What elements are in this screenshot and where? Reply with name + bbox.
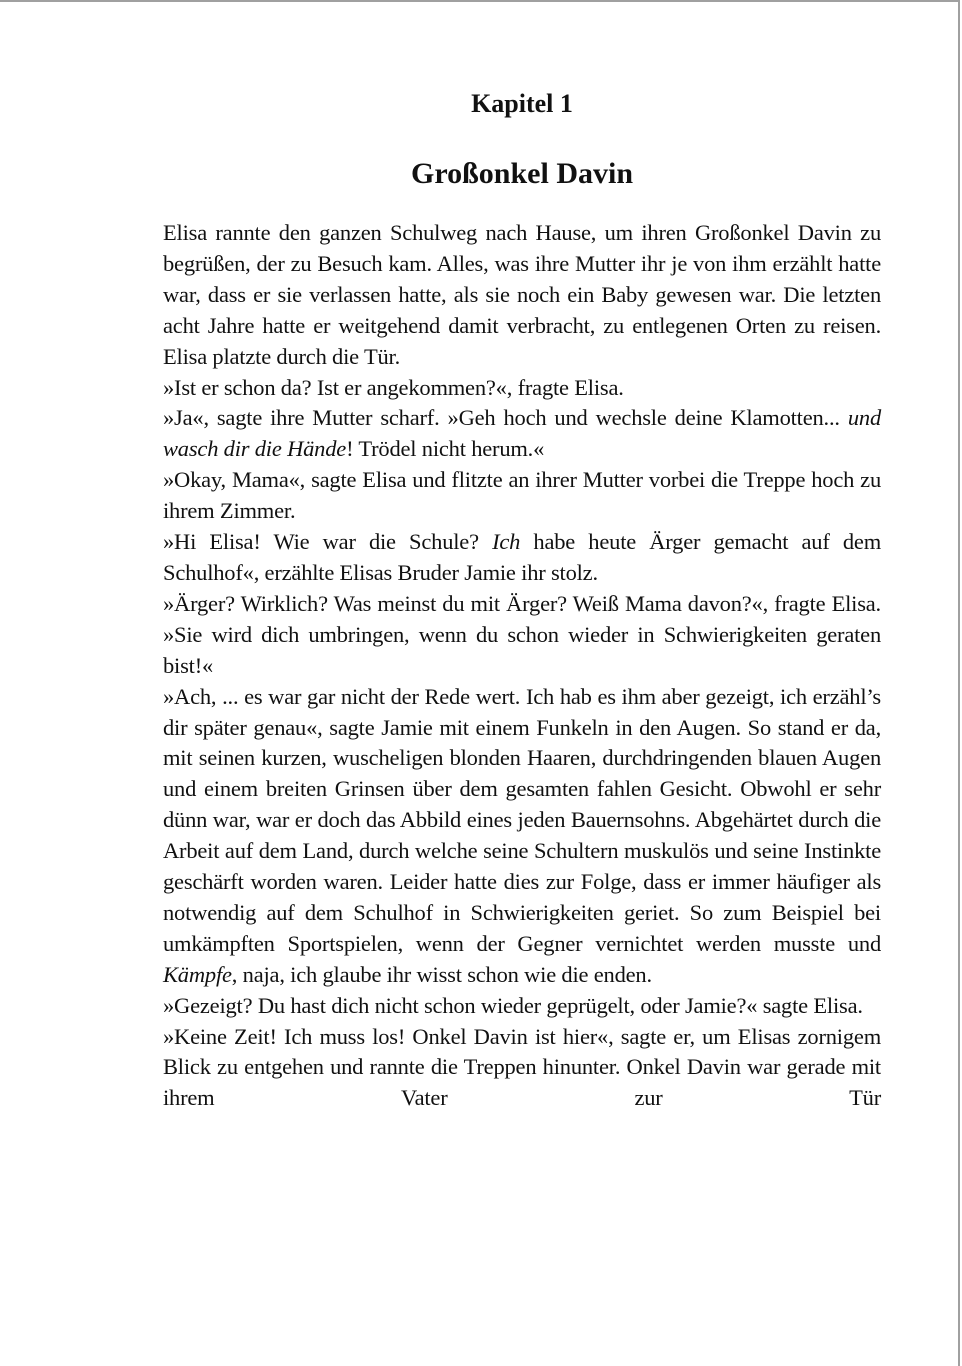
text-span: »Hi Elisa! Wie war die Schule? [163, 529, 493, 555]
text-span: »Keine Zeit! Ich muss los! Onkel Davin ist hier«, sagte er, um Elisas zornigem Blick zu entgehen und rannte die Treppen hinunter. Onkel Davin war gerade mit ihrem Vater zur Tür [163, 1023, 881, 1111]
chapter-body [163, 218, 881, 1114]
text-span: »Ja«, sagte ihre Mutter scharf. »Geh hoch und wechsle deine Klamotten... [163, 405, 848, 431]
paragraph [163, 465, 881, 527]
paragraph [163, 218, 881, 373]
text-span: »Ach, ... es war gar nicht der Rede wert. Ich hab es ihm aber gezeigt, ich erzähl’s dir später genau«, sagte Jamie mit einem Funkeln in den Augen. So stand er da, mit seinen kurzen, wuscheligen blonden Haaren, durchdringenden blauen Augen und einem breiten Grinsen über dem gesamten fahlen Gesicht. Obwohl er sehr dünn war, war er doch das Abbild eines jeden Bauernsohns. Abgehärtet durch die Arbeit auf dem Land, durch welche seine Schultern muskulös und seine Instinkte geschärft worden waren. Leider hatte dies zur Folge, dass er immer häufiger als notwendig auf dem Schulhof in Schwierigkeiten geriet. So zum Beispiel bei umkämpften Sportspielen, wenn der Gegner vernichtet werden musste und [163, 683, 881, 956]
text-span: »Okay, Mama«, sagte Elisa und flitzte an ihrer Mutter vorbei die Treppe hoch zu ihrem Zimmer. [163, 467, 881, 524]
paragraph [163, 589, 881, 682]
paragraph [163, 403, 881, 465]
paragraph [163, 682, 881, 991]
text-span: ! Trödel nicht herum.« [346, 436, 545, 462]
page-content [163, 84, 881, 1114]
text-span: habe heute Ärger gemacht auf dem Schulhof«, erzählte Elisas Bruder Jamie ihr stolz. [163, 529, 881, 585]
italic-text: Ich [492, 529, 521, 555]
text-span: Elisa rannte den ganzen Schulweg nach Hause, um ihren Großonkel Davin zu begrüßen, der zu Besuch kam. Alles, was ihre Mutter ihr je von ihm erzählt hatte war, dass er sie verlassen hatte, als sie noch ein Baby gewesen war. Die letzten acht Jahre hatte er weitgehend damit verbracht, zu entlegenen Orten zu reisen. Elisa platzte durch die Tür. [163, 220, 881, 369]
chapter-title: Großonkel Davin [411, 157, 633, 190]
paragraph [163, 527, 881, 589]
paragraph [163, 991, 881, 1022]
paragraph [163, 373, 881, 404]
text-span: »Ist er schon da? Ist er angekommen?«, fragte Elisa. [163, 374, 624, 400]
text-span: »Ärger? Wirklich? Was meinst du mit Ärger? Weiß Mama davon?«, fragte Elisa. »Sie wird dich umbringen, wenn du schon wieder in Schwierigkeiten geraten bist!« [163, 590, 881, 678]
italic-text: und wasch dir die Hände [163, 405, 881, 462]
text-span: »Gezeigt? Du hast dich nicht schon wieder geprügelt, oder Jamie?« sagte Elisa. [163, 992, 863, 1018]
chapter-number: Kapitel 1 [471, 89, 573, 118]
paragraph [163, 1022, 881, 1115]
text-span: , naja, ich glaube ihr wisst schon wie die enden. [231, 961, 652, 987]
italic-text: Kämpfe [163, 961, 232, 987]
